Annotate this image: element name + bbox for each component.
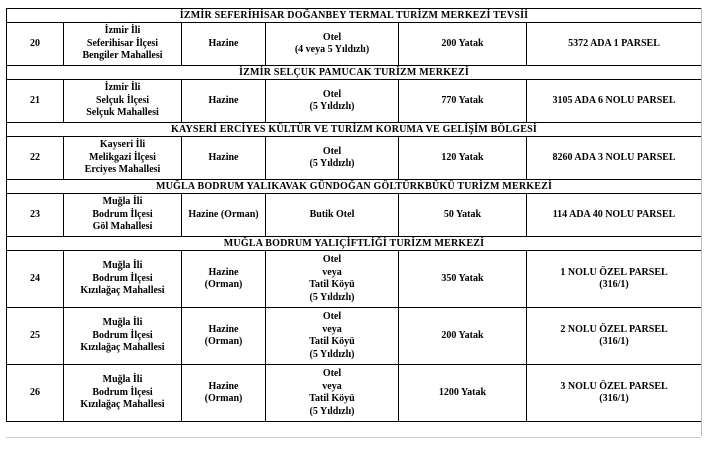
- facility-type-cell-line: (5 Yıldızlı): [309, 291, 355, 303]
- owner-cell-line: Hazine: [208, 151, 239, 163]
- facility-type-cell: [266, 23, 399, 66]
- owner-cell-line: (Orman): [204, 336, 243, 347]
- capacity-cell: 1200 Yatak: [399, 365, 527, 422]
- capacity-cell: 200 Yatak: [399, 23, 527, 66]
- parcel-cell: [527, 308, 702, 365]
- location-cell-line: Muğla İli: [102, 260, 143, 272]
- page-edge-bottom: [6, 437, 701, 438]
- parcel-cell-line: 1 NOLU ÖZEL PARSEL: [560, 266, 668, 278]
- parcel-cell: [527, 80, 702, 123]
- parcel-cell-line: (316/1): [599, 279, 629, 290]
- row-number: 21: [7, 80, 64, 123]
- table-body: [7, 9, 702, 422]
- facility-type-cell-line: (5 Yıldızlı): [309, 348, 355, 360]
- table-row: [7, 23, 702, 66]
- row-number: 25: [7, 308, 64, 365]
- location-cell: [64, 137, 182, 180]
- table-row: [7, 308, 702, 365]
- facility-type-cell-line: Tatil Köyü: [309, 336, 355, 347]
- parcel-cell: [527, 365, 702, 422]
- facility-type-cell-line: veya: [322, 323, 342, 335]
- facility-type-cell-line: Tatil Köyü: [309, 393, 355, 404]
- location-cell: [64, 365, 182, 422]
- parcel-cell-line: (316/1): [599, 393, 629, 404]
- parcel-cell-line: 2 NOLU ÖZEL PARSEL: [560, 323, 668, 335]
- owner-cell-line: Hazine (Orman): [188, 208, 259, 220]
- capacity-cell: 50 Yatak: [399, 194, 527, 237]
- owner-cell: [182, 194, 266, 237]
- location-cell: [64, 80, 182, 123]
- location-cell-line: Selçuk İlçesi: [95, 94, 150, 106]
- facility-type-cell: [266, 365, 399, 422]
- parcel-cell-line: 3105 ADA 6 NOLU PARSEL: [552, 94, 676, 106]
- location-cell-line: İzmir İli: [104, 25, 141, 37]
- section-header-row: [7, 66, 702, 80]
- table-row: [7, 194, 702, 237]
- location-cell-line: Muğla İli: [102, 374, 143, 386]
- capacity-cell: 200 Yatak: [399, 308, 527, 365]
- section-header-row: [7, 9, 702, 23]
- section-title: İZMİR SEFERİHİSAR DOĞANBEY TERMAL TURİZM MERKEZİ TEVSİİ: [7, 9, 702, 23]
- facility-type-cell-line: Otel: [322, 368, 342, 379]
- location-cell-line: İzmir İli: [104, 82, 141, 94]
- location-cell-line: Seferihisar İlçesi: [86, 37, 159, 49]
- facility-type-cell-line: Butik Otel: [309, 208, 355, 220]
- capacity-cell: 350 Yatak: [399, 251, 527, 308]
- section-header-row: [7, 237, 702, 251]
- location-cell-line: Bengiler Mahallesi: [82, 50, 163, 62]
- location-cell-line: Kayseri İli: [99, 139, 146, 151]
- parcel-cell: [527, 23, 702, 66]
- facility-type-cell-line: veya: [322, 380, 342, 392]
- facility-type-cell-line: (5 Yıldızlı): [309, 405, 355, 417]
- document-page: [6, 8, 701, 422]
- section-header-row: [7, 123, 702, 137]
- capacity-cell: 120 Yatak: [399, 137, 527, 180]
- row-number: 23: [7, 194, 64, 237]
- location-cell: [64, 23, 182, 66]
- parcel-cell-line: 5372 ADA 1 PARSEL: [568, 37, 660, 49]
- owner-cell: [182, 80, 266, 123]
- owner-cell-line: Hazine: [208, 94, 239, 106]
- location-cell-line: Göl Mahallesi: [92, 221, 153, 233]
- location-cell-line: Kızılağaç Mahallesi: [80, 342, 165, 354]
- section-title: MUĞLA BODRUM YALIÇİFTLİĞİ TURİZM MERKEZİ: [7, 237, 702, 251]
- table-row: [7, 137, 702, 180]
- location-cell-line: Selçuk Mahallesi: [86, 107, 159, 119]
- owner-cell-line: Hazine: [208, 380, 239, 392]
- row-number: 26: [7, 365, 64, 422]
- facility-type-cell-line: Otel: [322, 311, 342, 322]
- table-row: [7, 365, 702, 422]
- location-cell: [64, 194, 182, 237]
- facility-type-cell-line: Otel: [322, 31, 342, 43]
- facility-type-cell-line: (5 Yıldızlı): [309, 158, 355, 169]
- owner-cell: [182, 365, 266, 422]
- owner-cell: [182, 137, 266, 180]
- facility-type-cell-line: Otel: [322, 88, 342, 100]
- section-header-row: [7, 180, 702, 194]
- page-edge-right: [701, 8, 702, 436]
- owner-cell-line: Hazine: [208, 323, 239, 335]
- location-cell-line: Erciyes Mahallesi: [84, 164, 161, 176]
- location-cell-line: Muğla İli: [102, 196, 143, 208]
- parcel-cell-line: 8260 ADA 3 NOLU PARSEL: [552, 151, 676, 163]
- location-cell-line: Bodrum İlçesi: [92, 208, 153, 220]
- location-cell: [64, 251, 182, 308]
- table-row: [7, 80, 702, 123]
- owner-cell-line: (Orman): [204, 279, 243, 290]
- parcel-cell: [527, 137, 702, 180]
- facility-type-cell-line: veya: [322, 266, 342, 278]
- section-title: KAYSERİ ERCİYES KÜLTÜR VE TURİZM KORUMA VE GELİŞİM BÖLGESİ: [7, 123, 702, 137]
- owner-cell-line: (Orman): [204, 393, 243, 404]
- location-cell-line: Kızılağaç Mahallesi: [80, 285, 165, 297]
- owner-cell-line: Hazine: [208, 266, 239, 278]
- parcel-cell: [527, 251, 702, 308]
- location-cell-line: Bodrum İlçesi: [92, 329, 153, 341]
- row-number: 22: [7, 137, 64, 180]
- facility-type-cell: [266, 137, 399, 180]
- facility-type-cell: [266, 194, 399, 237]
- location-cell-line: Melikgazi İlçesi: [89, 151, 156, 163]
- facility-type-cell-line: Tatil Köyü: [309, 279, 355, 290]
- owner-cell: [182, 308, 266, 365]
- location-cell-line: Kızılağaç Mahallesi: [80, 399, 165, 411]
- facility-type-cell: [266, 251, 399, 308]
- owner-cell: [182, 251, 266, 308]
- row-number: 24: [7, 251, 64, 308]
- location-cell-line: Bodrum İlçesi: [92, 386, 153, 398]
- location-cell-line: Muğla İli: [102, 317, 143, 329]
- parcel-cell: [527, 194, 702, 237]
- facility-type-cell-line: (4 veya 5 Yıldızlı): [294, 44, 370, 55]
- facility-type-cell-line: Otel: [322, 254, 342, 265]
- capacity-cell: 770 Yatak: [399, 80, 527, 123]
- facility-type-cell-line: (5 Yıldızlı): [309, 101, 355, 112]
- section-title: MUĞLA BODRUM YALIKAVAK GÜNDOĞAN GÖLTÜRKBÜKÜ TURİZM MERKEZİ: [7, 180, 702, 194]
- parcel-cell-line: 3 NOLU ÖZEL PARSEL: [560, 380, 668, 392]
- owner-cell: [182, 23, 266, 66]
- facility-type-cell: [266, 80, 399, 123]
- parcel-cell-line: (316/1): [599, 336, 629, 347]
- parcel-cell-line: 114 ADA 40 NOLU PARSEL: [552, 208, 676, 220]
- table-row: [7, 251, 702, 308]
- facility-type-cell: [266, 308, 399, 365]
- owner-cell-line: Hazine: [208, 37, 239, 49]
- section-title: İZMİR SELÇUK PAMUCAK TURİZM MERKEZİ: [7, 66, 702, 80]
- location-cell-line: Bodrum İlçesi: [92, 272, 153, 284]
- location-cell: [64, 308, 182, 365]
- row-number: 20: [7, 23, 64, 66]
- facility-type-cell-line: Otel: [322, 145, 342, 157]
- tourism-parcel-table: [6, 8, 702, 422]
